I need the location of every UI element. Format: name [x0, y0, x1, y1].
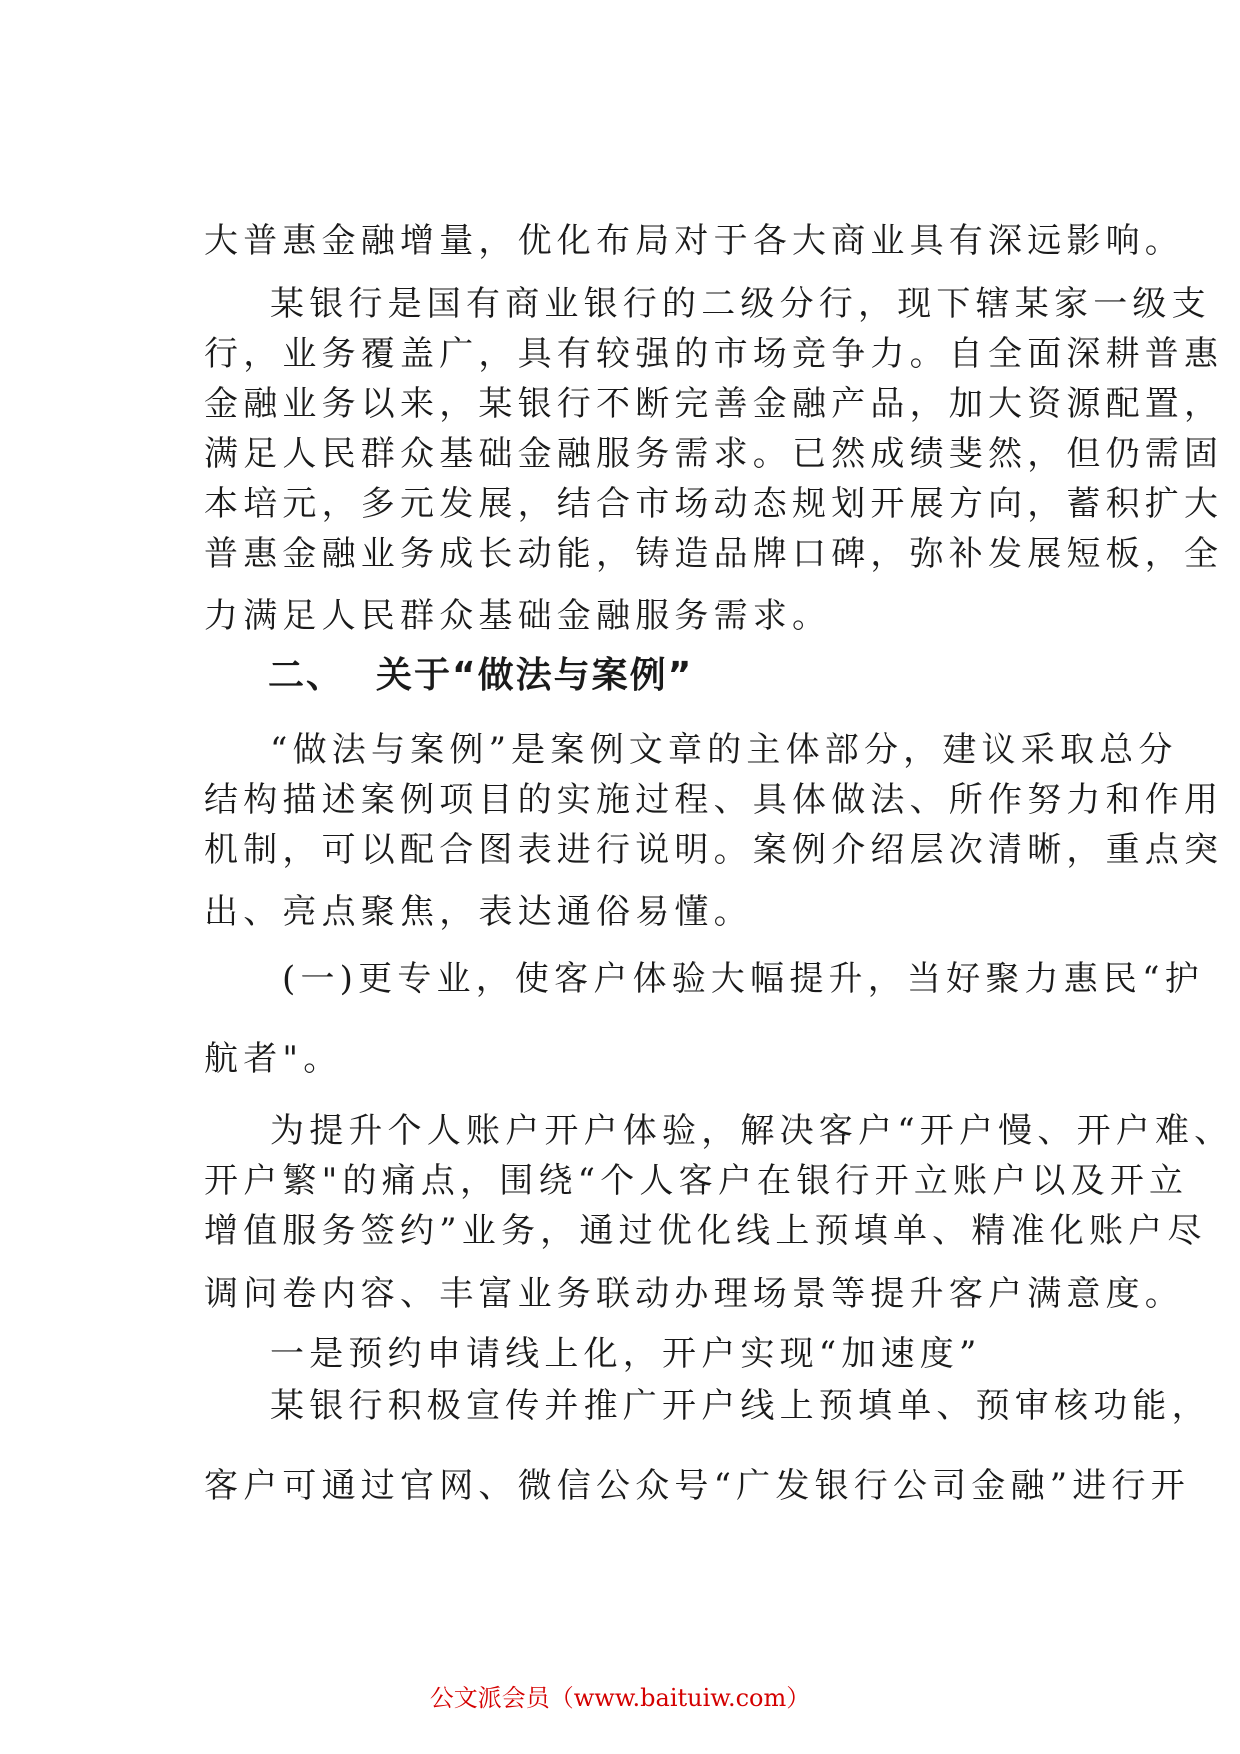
paragraph-line: “做法与案例”是案例文章的主体部分，建议采取总分 — [270, 730, 1178, 770]
paragraph-line: 出、亮点聚焦，表达通俗易懂。 — [204, 892, 753, 932]
paragraph-line: 某银行积极宣传并推广开户线上预填单、预审核功能， — [270, 1386, 1211, 1426]
paragraph-line: 航者"。 — [204, 1039, 343, 1079]
section-title: 关于“做法与案例” — [376, 655, 694, 696]
paragraph-line: 为提升个人账户开户体验，解决客户“开户慢、开户难、 — [270, 1111, 1234, 1151]
paragraph-line: 力满足人民群众基础金融服务需求。 — [204, 596, 832, 636]
paragraph-line: 调问卷内容、丰富业务联动办理场景等提升客户满意度。 — [204, 1274, 1184, 1314]
paragraph-line: 一是预约申请线上化，开户实现“加速度” — [270, 1334, 982, 1374]
footer-watermark: 公文派会员（www.baituiw.com） — [429, 1684, 811, 1712]
paragraph-line: 开户繁"的痛点，围绕“个人客户在银行开立账户以及开立 — [204, 1161, 1189, 1201]
paragraph-line: 大普惠金融增量，优化布局对于各大商业具有深远影响。 — [204, 221, 1184, 261]
paragraph-line: 行，业务覆盖广，具有较强的市场竞争力。自全面深耕普惠 — [204, 334, 1224, 374]
section-number: 二、 — [268, 655, 345, 696]
section-heading — [268, 653, 693, 699]
paragraph-line: 本培元，多元发展，结合市场动态规划开展方向，蓄积扩大 — [204, 484, 1224, 524]
paragraph-line: 某银行是国有商业银行的二级分行，现下辖某家一级支 — [270, 284, 1211, 324]
paragraph-line: 满足人民群众基础金融服务需求。已然成绩斐然，但仍需固 — [204, 434, 1224, 474]
subsection-heading: (一)更专业，使客户体验大幅提升，当好聚力惠民“护 — [282, 959, 1204, 999]
paragraph-line: 金融业务以来，某银行不断完善金融产品，加大资源配置， — [204, 384, 1224, 424]
paragraph-line: 结构描述案例项目的实施过程、具体做法、所作努力和作用 — [204, 780, 1224, 820]
paragraph-line: 普惠金融业务成长动能，铸造品牌口碑，弥补发展短板，全 — [204, 534, 1224, 574]
paragraph-line: 增值服务签约”业务，通过优化线上预填单、精准化账户尽 — [204, 1211, 1207, 1251]
paragraph-line: 客户可通过官网、微信公众号“广发银行公司金融”进行开 — [204, 1466, 1190, 1506]
paragraph-line: 机制，可以配合图表进行说明。案例介绍层次清晰，重点突 — [204, 830, 1224, 870]
